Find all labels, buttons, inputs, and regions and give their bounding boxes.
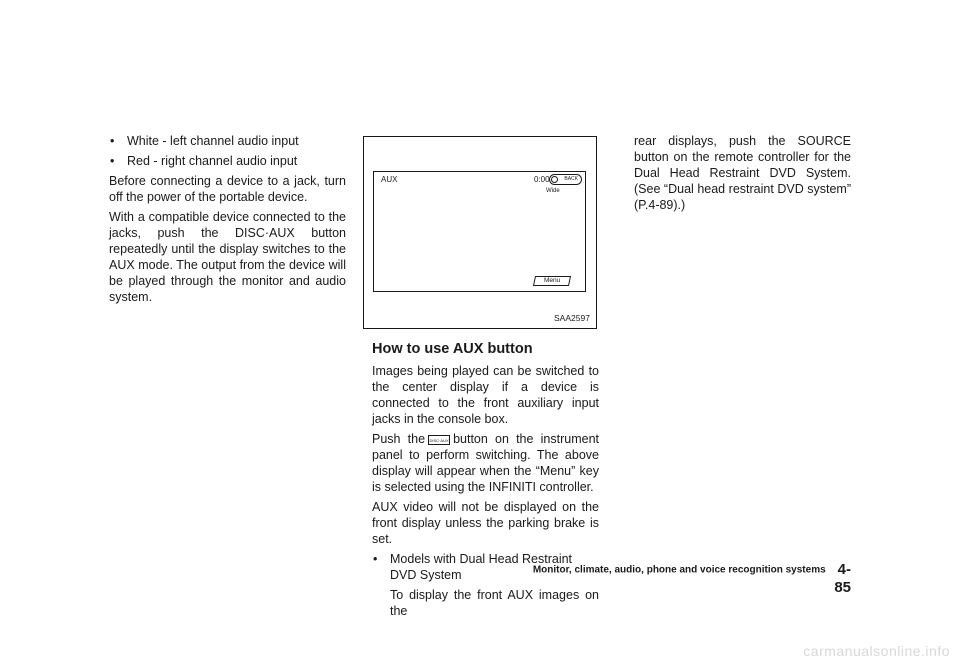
section-heading: How to use AUX button	[372, 341, 533, 357]
paragraph	[372, 431, 599, 495]
menu-label: Menu	[543, 277, 561, 284]
section-title: Monitor, climate, audio, phone and voice recognition systems	[532, 564, 826, 576]
paragraph: rear displays, push the SOURCE button on the remote controller for the Dual Head Restraint DVD System. (See “Dual head restraint DVD system” (P.4-89).)	[634, 134, 851, 212]
paragraph: Images being played can be switched to the center display if a device is connected to the front auxiliary input jacks in the console box.	[372, 364, 599, 426]
right-column	[634, 133, 851, 217]
paragraph: Before connecting a device to a jack, turn off the power of the portable device.	[109, 174, 346, 204]
bullet-text: Red - right channel audio input	[127, 154, 298, 168]
back-button	[549, 174, 582, 185]
list-item	[109, 153, 346, 169]
bullet-text: White - left channel audio input	[127, 134, 299, 148]
watermark: carmanualsonline.info	[803, 643, 950, 659]
back-label: BACK	[564, 176, 578, 182]
disc-aux-button-icon: DISC·AUX	[428, 435, 450, 445]
left-column	[109, 133, 346, 309]
screen-title: AUX	[381, 175, 398, 184]
bullet-text: Models with Dual Head Restraint DVD System	[390, 552, 573, 582]
wide-label: Wide	[546, 188, 560, 194]
time-readout: 0:00	[534, 175, 550, 184]
page-footer	[520, 561, 851, 597]
figure-code: SAA2597	[554, 313, 590, 323]
bullet-icon: •	[110, 154, 115, 168]
sub-paragraph: To display the front AUX images on the	[390, 588, 599, 618]
text-prefix: Push the	[372, 432, 426, 446]
back-arrow-icon	[551, 176, 558, 183]
menu-button	[533, 276, 571, 286]
aux-screen-figure	[363, 136, 597, 329]
list-item	[109, 133, 346, 149]
paragraph: With a compatible device connected to the jacks, push the DISC·AUX button repeatedly until the display switches to the AUX mode. The output from the device will be played through the monitor and audio system.	[109, 210, 346, 304]
display-screen	[373, 171, 586, 292]
bullet-icon: •	[373, 552, 378, 566]
page-number: 4-85	[834, 561, 851, 597]
text-suffix: button on the instrument panel to perform switching. The above display will appear when the “Menu” key is selected using the INFINITI controller.	[372, 432, 600, 494]
bullet-icon: •	[110, 134, 115, 148]
paragraph: AUX video will not be displayed on the front display unless the parking brake is set.	[372, 500, 599, 546]
